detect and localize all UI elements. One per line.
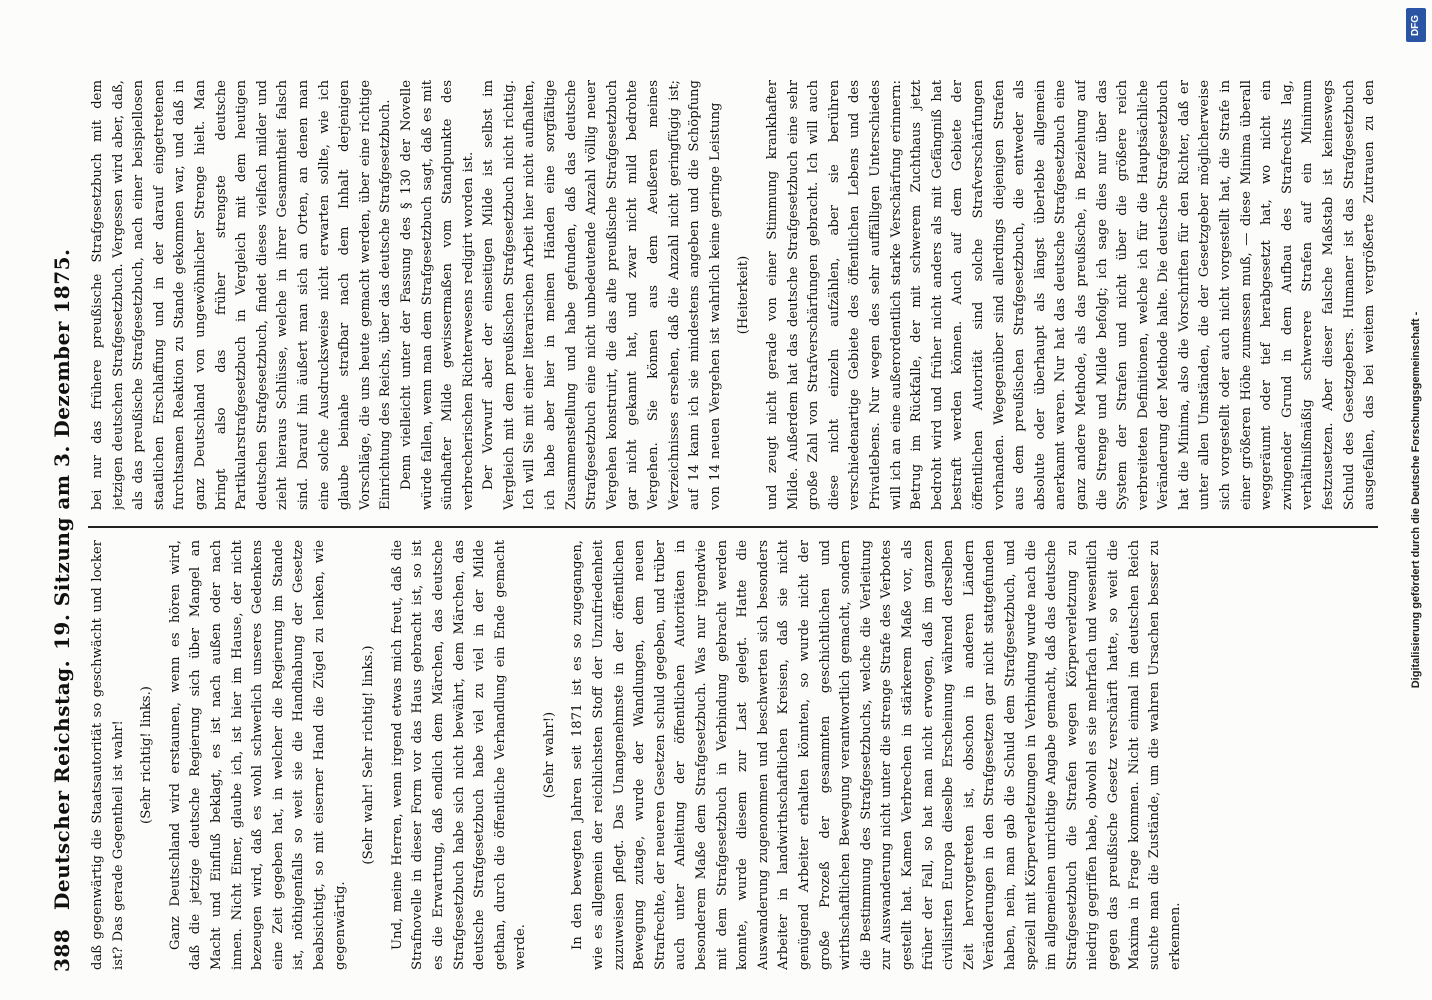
page-number: 388: [50, 928, 74, 972]
paragraph: daß gegenwärtig die Staatsautorität so geschwächt und locker ist? Das gerade Gegentheil ist wahr!: [90, 540, 126, 970]
digitization-sidebar: [1402, 0, 1430, 1000]
left-column: [88, 540, 1378, 970]
interjection: (Heiterkeit): [736, 255, 752, 335]
interjection: (Sehr wahr! Sehr richtig! links.): [361, 645, 377, 865]
paragraph: Und, meine Herren, wenn irgend etwas mich freut, daß die Strafnovelle in dieser Form vor das Haus gebracht ist, so ist es die Erwartung, daß endlich dem Märchen, das deutsche Strafgesetzbuch habe sich nicht bewährt, dem Märchen, das deutsche Strafgesetzbuch habe viel zu viel in der Milde gethan, durch die öffentliche Verhandlung ein Ende gemacht werde.: [389, 540, 529, 970]
paragraph: bei nur das frühere preußische Strafgesetzbuch mit dem jetzigen deutschen Strafgesetzbuch. Vergessen wird aber, daß, als das preußische Strafgesetzbuch, nach einer beispiellosen staatlichen Erschlaffung und in der darauf eingetretenen furchtsamen Reaktion zu Stande gekommen war, und daß in ganz Deutschland von ungewöhnlicher Strenge hielt. Man bringt also das früher strengste deutsche Partikularstrafgesetzbuch in Vergleich mit dem heutigen deutschen Strafgesetzbuch, findet dieses vielfach milder und zieht hieraus Schlüsse, welche in ihrer Gesammtheit falsch sind. Darauf hin äußert man sich an Orten, an denen man eine solche Ausdrucksweise nicht erwarten sollte, wie ich glaube beinahe strafbar nach dem Inhalt derjenigen Vorschläge, die uns heute gemacht werden, über eine richtige Einrichtung des Reichs, über das deutsche Strafgesetzbuch.: [90, 80, 394, 510]
interjection: (Sehr wahr!): [541, 711, 557, 799]
dfg-logo: DFG: [1406, 8, 1426, 42]
right-column: [88, 80, 1378, 510]
paragraph: In den bewegten Jahren seit 1871 ist es so zugegangen, wie es allgemein der reichlichsten Stoff der Unzufriedenheit zuzuweisen pflegt. Das Unangenehmste in der öffentlichen Bewegung zutage, wurde der Wandlungen, dem neuen Strafrechte, der neueren Gesetzen schuld gegeben, und trüber auch unter Anleitung der öffentlichen Autoritäten in besonderem Maße dem Strafgesetzbuch. Was nur irgendwie mit dem Strafgesetzbuch in Verbindung gebracht werden konnte, wurde diesem zur Last gelegt. Hatte die Auswanderung zugenommen und beschwerten sich besonders Arbeiter in landwirthschaftlichen Kreisen, daß sie nicht genügend Arbeiter erhalten könnten, so wurde nicht der große Prozeß der gesammten geschichtlichen und wirthschaftlichen Bewegung verantwortlich gemacht, sondern die Bestimmung des Strafgesetzbuchs, welche die Verleitung zur Auswanderung nicht unter die strenge Strafe des Verbotes gestellt hat. Kamen Verbrechen in stärkerem Maße vor, als früher der Fall, so hat man nicht erwogen, daß im ganzen civilisirten Europa dieselbe Erscheinung während derselben Zeit hervorgetreten ist, obschon in anderen Ländern Veränderungen in den Strafgesetzen gar nicht stattgefunden haben, nein, man gab die Schuld dem Strafgesetzbuch, und speziell mit Körperverletzungen in Verbindung wurde nach die im allgemeinen unrichtige Angabe gemacht, daß das deutsche Strafgesetzbuch die Strafen wegen Körperverletzung zu niedrig gegriffen habe, obwohl es sie mehrfach und wesentlich gegen das preußische Gesetz verschärft hatte, so weit die Maxima in Frage kommen. Nicht einmal im deutschen Reich suchte man die Zustände, um die wahren Ursachen besser zu erkennen.: [570, 540, 1183, 970]
paragraph: und zeugt nicht gerade von einer Stimmung krankhafter Milde. Außerdem hat das deutsche Strafgesetzbuch eine sehr große Zahl von Strafverschärfungen gebracht. Ich will auch diese nicht einzeln aufzählen, aber sie berühren verschiedenartige Gebiete des öffentlichen Lebens und des Privatlebens. Nur wegen des sehr auffälligen Unterschiedes will ich an eine außerordentlich starke Verschärfung erinnern: Betrug im Rückfalle, der mit schwerem Zuchthaus jetzt bedroht wird und früher nicht anders als mit Gefängniß hat bestraft werden können. Auch auf dem Gebiete der öffentlichen Autorität sind solche Strafverschärfungen vorhanden. Wegegenüber sind allerdings diejenigen Strafen aus dem preußischen Strafgesetzbuch, die entweder als absolute oder überhaupt als längst überlebte allgemein anerkannt waren. Nur hat das deutsche Strafgesetzbuch eine ganz andere Methode, als das preußische, in Beziehung auf die Strenge und Milde befolgt; ich sage dies nur über das System der Strafen und nicht über die größere reich verbreiteten Definitionen, welche ich für die Hauptsächliche Veränderung der Methode halte. Die deutsche Strafgesetzbuch hat die Minima, also die Vorschriften für den Richter, daß er unter allen Umständen, die der Gesetzgeber möglicherweise sich vorgestellt oder auch nicht vorgestellt hat, die Strafe in einer größeren Höhe zumessen muß, — diese Minima überall weggeräumt oder tief herabgesetzt hat, wo nicht ein zwingender Grund in dem Aufbau des Strafrechts lag, verhältnißmäßig schwerere Strafen auf ein Minimum festzusetzen. Aber dieser falsche Maßstab ist keineswegs Schuld des Gesetzgebers. Humaner ist das Strafgesetzbuch ausgefallen, das bei weitem vergrößerte Zutrauen zu den: [765, 80, 1378, 510]
rotated-page-content: [36, 20, 1396, 980]
paragraph: Ganz Deutschland wird erstaunen, wenn es hören wird, daß die jetzige deutsche Regierung sich über Mangel an Macht und Einfluß beklagt, es ist nach außen oder nach innen. Nicht Einer, glaube ich, ist hier im Hause, der nicht bezeugen wird, daß es wohl schwerlich unseres Gedenkens eine Zeit gegeben hat, in welcher die Regierung im Stande ist, nöthigenfalls so weit sie die Handhabung der Gesetze beabsichtigt, so mit eiserner Hand die Zügel zu lenken, wie gegenwärtig.: [167, 540, 348, 970]
session-title: 19. Sitzung am 3. Dezember 1875.: [50, 248, 74, 650]
page-header: [46, 20, 82, 980]
paragraph: Der Vorwurf aber der einseitigen Milde ist selbst im Vergleich mit dem preußischen Strafgesetzbuch nicht richtig. Ich will Sie mit einer literarischen Arbeit hier nicht aufhalten, ich habe aber hier in meinen Händen eine sorgfältige Zusammenstellung und habe gefunden, daß das deutsche Strafgesetzbuch eine nicht unbedeutende Anzahl völlig neuer Vergehen konstruirt, die das alte preußische Strafgesetzbuch gar nicht gekannt hat, und zwar nicht mild bedrohte Vergehen. Sie können aus dem Aeußeren meines Verzeichnisses ersehen, daß die Anzahl nicht geringfügig ist; auf 14 kann ich sie mindestens angeben und die Schöpfung von 14 neuen Vergehen ist wahrlich keine geringe Leistung: [481, 80, 723, 510]
paragraph: Denn vielleicht unter der Fassung des § 130 der Novelle würde fallen, wenn man dem Strafgesetzbuch sagt, daß es mit sündhafter Milde gewissermaßen vom Standpunkte des verbrecherischen Richterwesens redigirt worden ist.: [398, 80, 476, 510]
column-divider: [88, 526, 1378, 528]
publication-title: Deutscher Reichstag.: [50, 659, 74, 910]
digitization-notice: Digitalisierung gefördert durch die Deutsche Forschungsgemeinschaft -: [1410, 311, 1422, 689]
interjection: (Sehr richtig! links.): [139, 686, 155, 824]
